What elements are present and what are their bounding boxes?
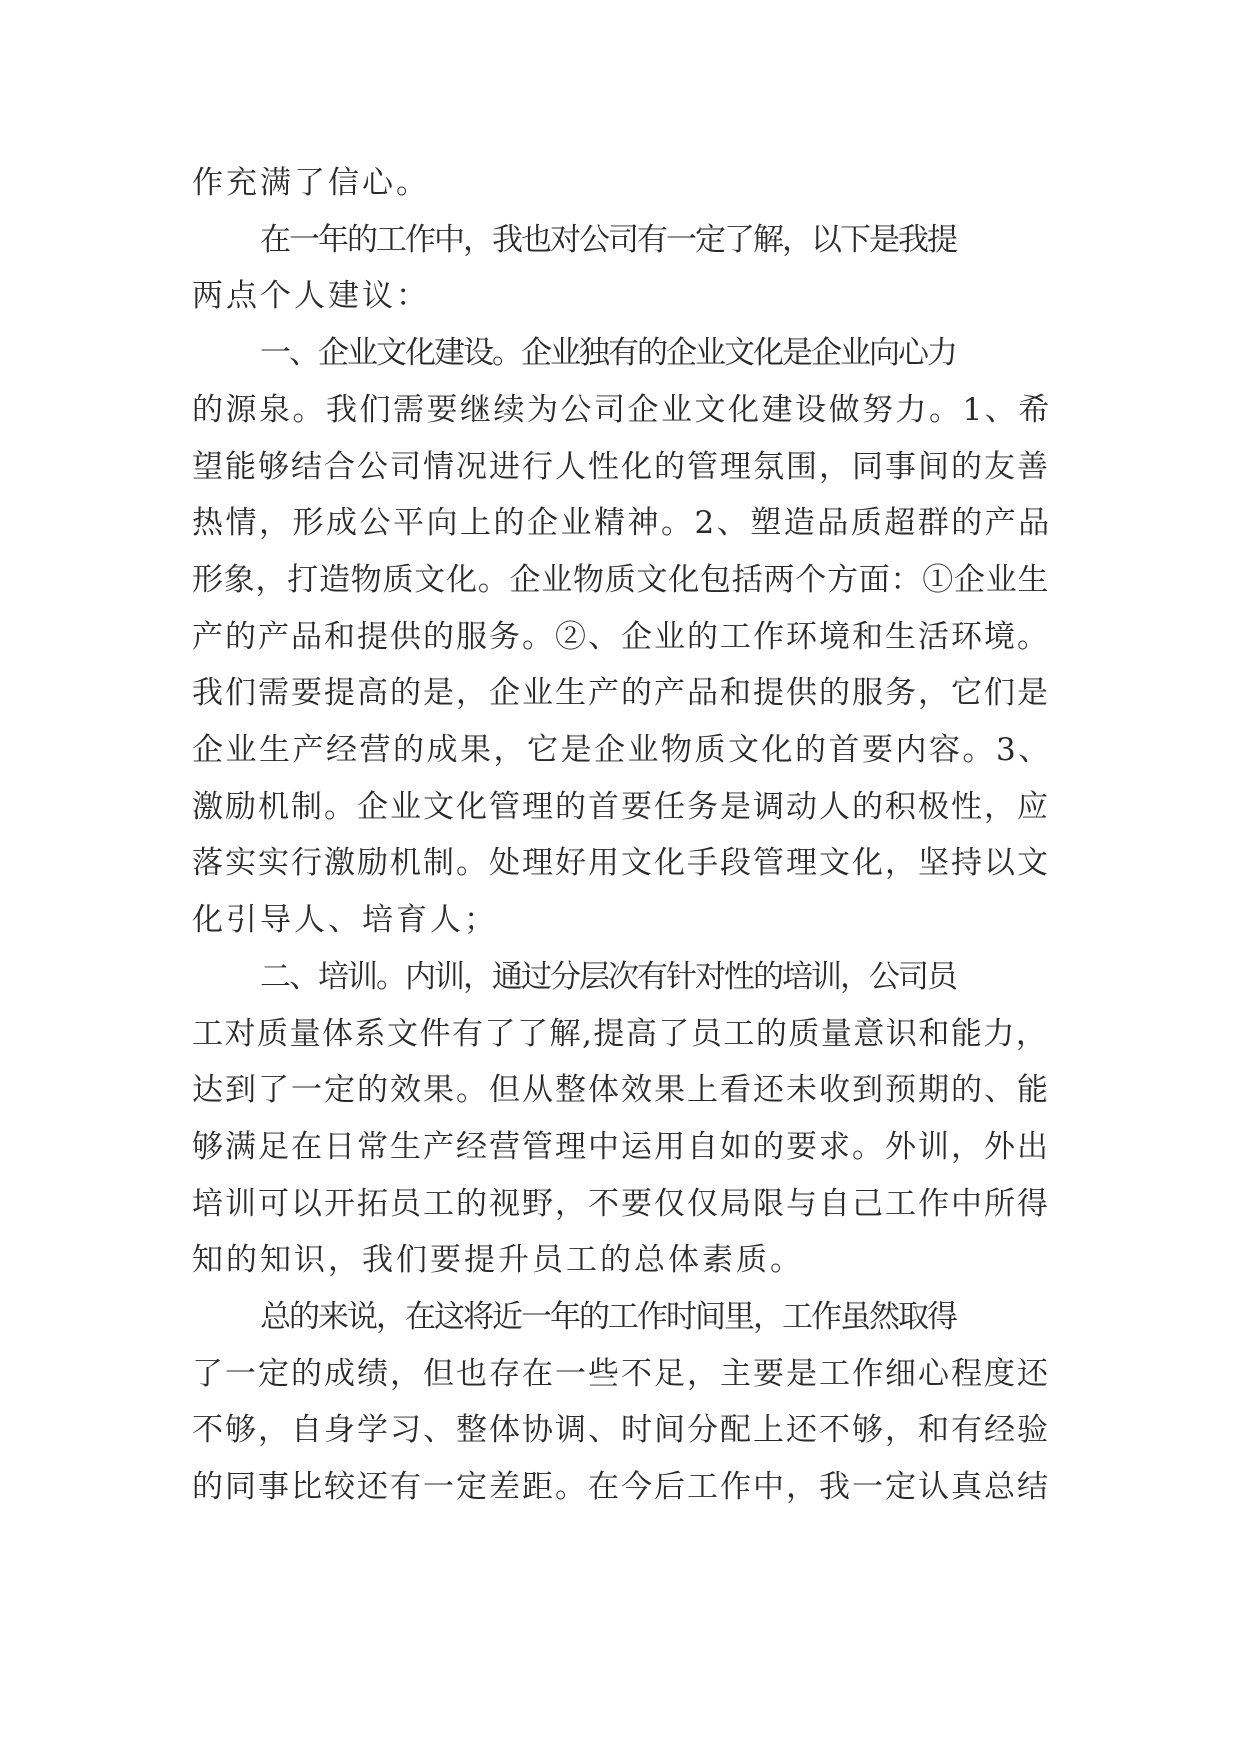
text-line: 在一年的工作中，我也对公司有一定了解，以下是我提 [260, 221, 956, 258]
text-line: 了一定的成绩，但也存在一些不足，主要是工作细心程度还 [192, 1355, 1050, 1392]
document-body [192, 155, 1052, 1516]
paragraph-3 [192, 325, 1052, 949]
text-line: 总的来说，在这将近一年的工作时间里，工作虽然取得 [260, 1299, 956, 1336]
text-line: 二、培训。内训，通过分层次有针对性的培训，公司员 [260, 958, 956, 995]
text-line: 达到了一定的效果。但从整体效果上看还未收到预期的、能 [192, 1072, 1050, 1109]
text-line: 落实实行激励机制。处理好用文化手段管理文化，坚持以文 [192, 845, 1050, 882]
text-line: 激励机制。企业文化管理的首要任务是调动人的积极性，应 [192, 788, 1050, 825]
text-line: 两点个人建议： [192, 278, 430, 315]
text-line: 够满足在日常生产经营管理中运用自如的要求。外训，外出 [192, 1128, 1050, 1165]
text-line: 热情，形成公平向上的企业精神。2、塑造品质超群的产品 [192, 505, 1052, 542]
text-line: 望能够结合公司情况进行人性化的管理氛围，同事间的友善 [192, 448, 1050, 485]
text-line: 不够，自身学习、整体协调、时间分配上还不够，和有经验 [192, 1412, 1050, 1449]
text-line: 的源泉。我们需要继续为公司企业文化建设做努力。1、希 [192, 391, 1052, 428]
text-line: 一、企业文化建设。企业独有的企业文化是企业向心力 [260, 335, 956, 372]
text-line: 工对质量体系文件有了了解,提高了员工的质量意识和能力， [192, 1015, 1049, 1052]
text-line: 知的知识，我们要提升员工的总体素质。 [192, 1242, 804, 1279]
text-line: 作充满了信心。 [192, 165, 430, 201]
text-line: 企业生产经营的成果，它是企业物质文化的首要内容。3、 [192, 732, 1052, 769]
text-line: 产的产品和提供的服务。②、企业的工作环境和生活环境。 [192, 618, 1050, 655]
paragraph-1 [192, 155, 1052, 212]
text-line: 我们需要提高的是，企业生产的产品和提供的服务，它们是 [192, 675, 1050, 712]
text-line: 形象，打造物质文化。企业物质文化包括两个方面：①企业生 [192, 561, 1050, 598]
text-line: 的同事比较还有一定差距。在今后工作中，我一定认真总结 [192, 1469, 1050, 1506]
paragraph-2 [192, 212, 1052, 325]
text-line: 化引导人、培育人； [192, 902, 498, 939]
text-line: 培训可以开拓员工的视野，不要仅仅局限与自己工作中所得 [192, 1185, 1050, 1222]
paragraph-5 [192, 1289, 1052, 1516]
paragraph-4 [192, 949, 1052, 1289]
